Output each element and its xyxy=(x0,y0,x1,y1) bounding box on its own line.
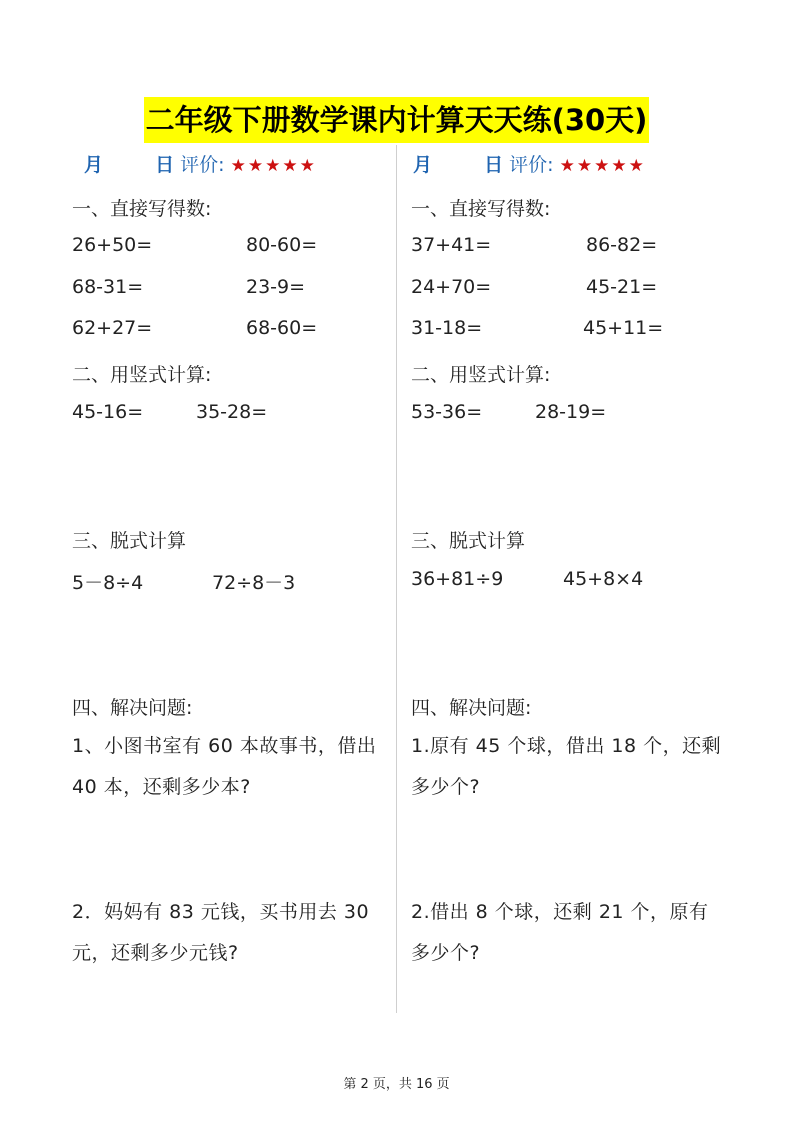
direct-item: 68-31= xyxy=(72,276,144,298)
section1-title: 一、直接写得数: xyxy=(411,198,551,220)
date-rating-row xyxy=(413,150,646,177)
section3-title: 三、脱式计算 xyxy=(72,530,187,552)
page-title: 二年级下册数学课内计算天天练(30天) xyxy=(144,97,650,143)
direct-item: 26+50= xyxy=(72,234,153,256)
vertical-item: 35-28= xyxy=(196,401,268,423)
page-footer: 第 2 页，共 16 页 xyxy=(343,1077,450,1092)
day-label: 日 xyxy=(484,154,504,176)
rating-label: 评价: xyxy=(180,154,225,176)
direct-item: 45+11= xyxy=(583,317,664,339)
direct-item: 31-18= xyxy=(411,317,483,339)
left-column xyxy=(72,0,392,1122)
day-label: 日 xyxy=(155,154,175,176)
direct-item: 24+70= xyxy=(411,276,492,298)
vertical-item: 45-16= xyxy=(72,401,144,423)
section4-title: 四、解决问题: xyxy=(411,697,532,719)
direct-item: 68-60= xyxy=(246,317,318,339)
stepwise-item: 5－8÷4 xyxy=(72,572,144,594)
word-problem: 1、小图书室有 60 本故事书，借出 40 本，还剩多少本? xyxy=(72,735,377,798)
month-label: 月 xyxy=(413,154,433,176)
word-problem: 1.原有 45 个球，借出 18 个，还剩多少个? xyxy=(411,735,722,798)
direct-item: 37+41= xyxy=(411,234,492,256)
word-problem: 2．妈妈有 83 元钱，买书用去 30 元，还剩多少元钱? xyxy=(72,901,370,964)
direct-item: 45-21= xyxy=(586,276,658,298)
direct-item: 86-82= xyxy=(586,234,658,256)
vertical-item: 53-36= xyxy=(411,401,483,423)
date-rating-row xyxy=(84,150,317,177)
direct-item: 62+27= xyxy=(72,317,153,339)
word-problem: 2.借出 8 个球，还剩 21 个，原有多少个? xyxy=(411,901,709,964)
stepwise-item: 36+81÷9 xyxy=(411,568,504,590)
direct-item: 23-9= xyxy=(246,276,306,298)
rating-stars: ★★★★★ xyxy=(230,156,317,176)
section4-title: 四、解决问题: xyxy=(72,697,193,719)
stepwise-item: 72÷8－3 xyxy=(212,572,296,594)
right-column xyxy=(411,0,731,1122)
section2-title: 二、用竖式计算: xyxy=(72,364,212,386)
section1-title: 一、直接写得数: xyxy=(72,198,212,220)
section2-title: 二、用竖式计算: xyxy=(411,364,551,386)
section3-title: 三、脱式计算 xyxy=(411,530,526,552)
direct-item: 80-60= xyxy=(246,234,318,256)
rating-stars: ★★★★★ xyxy=(559,156,646,176)
rating-label: 评价: xyxy=(509,154,554,176)
column-divider xyxy=(396,145,397,1013)
stepwise-item: 45+8×4 xyxy=(563,568,644,590)
month-label: 月 xyxy=(84,154,104,176)
vertical-item: 28-19= xyxy=(535,401,607,423)
